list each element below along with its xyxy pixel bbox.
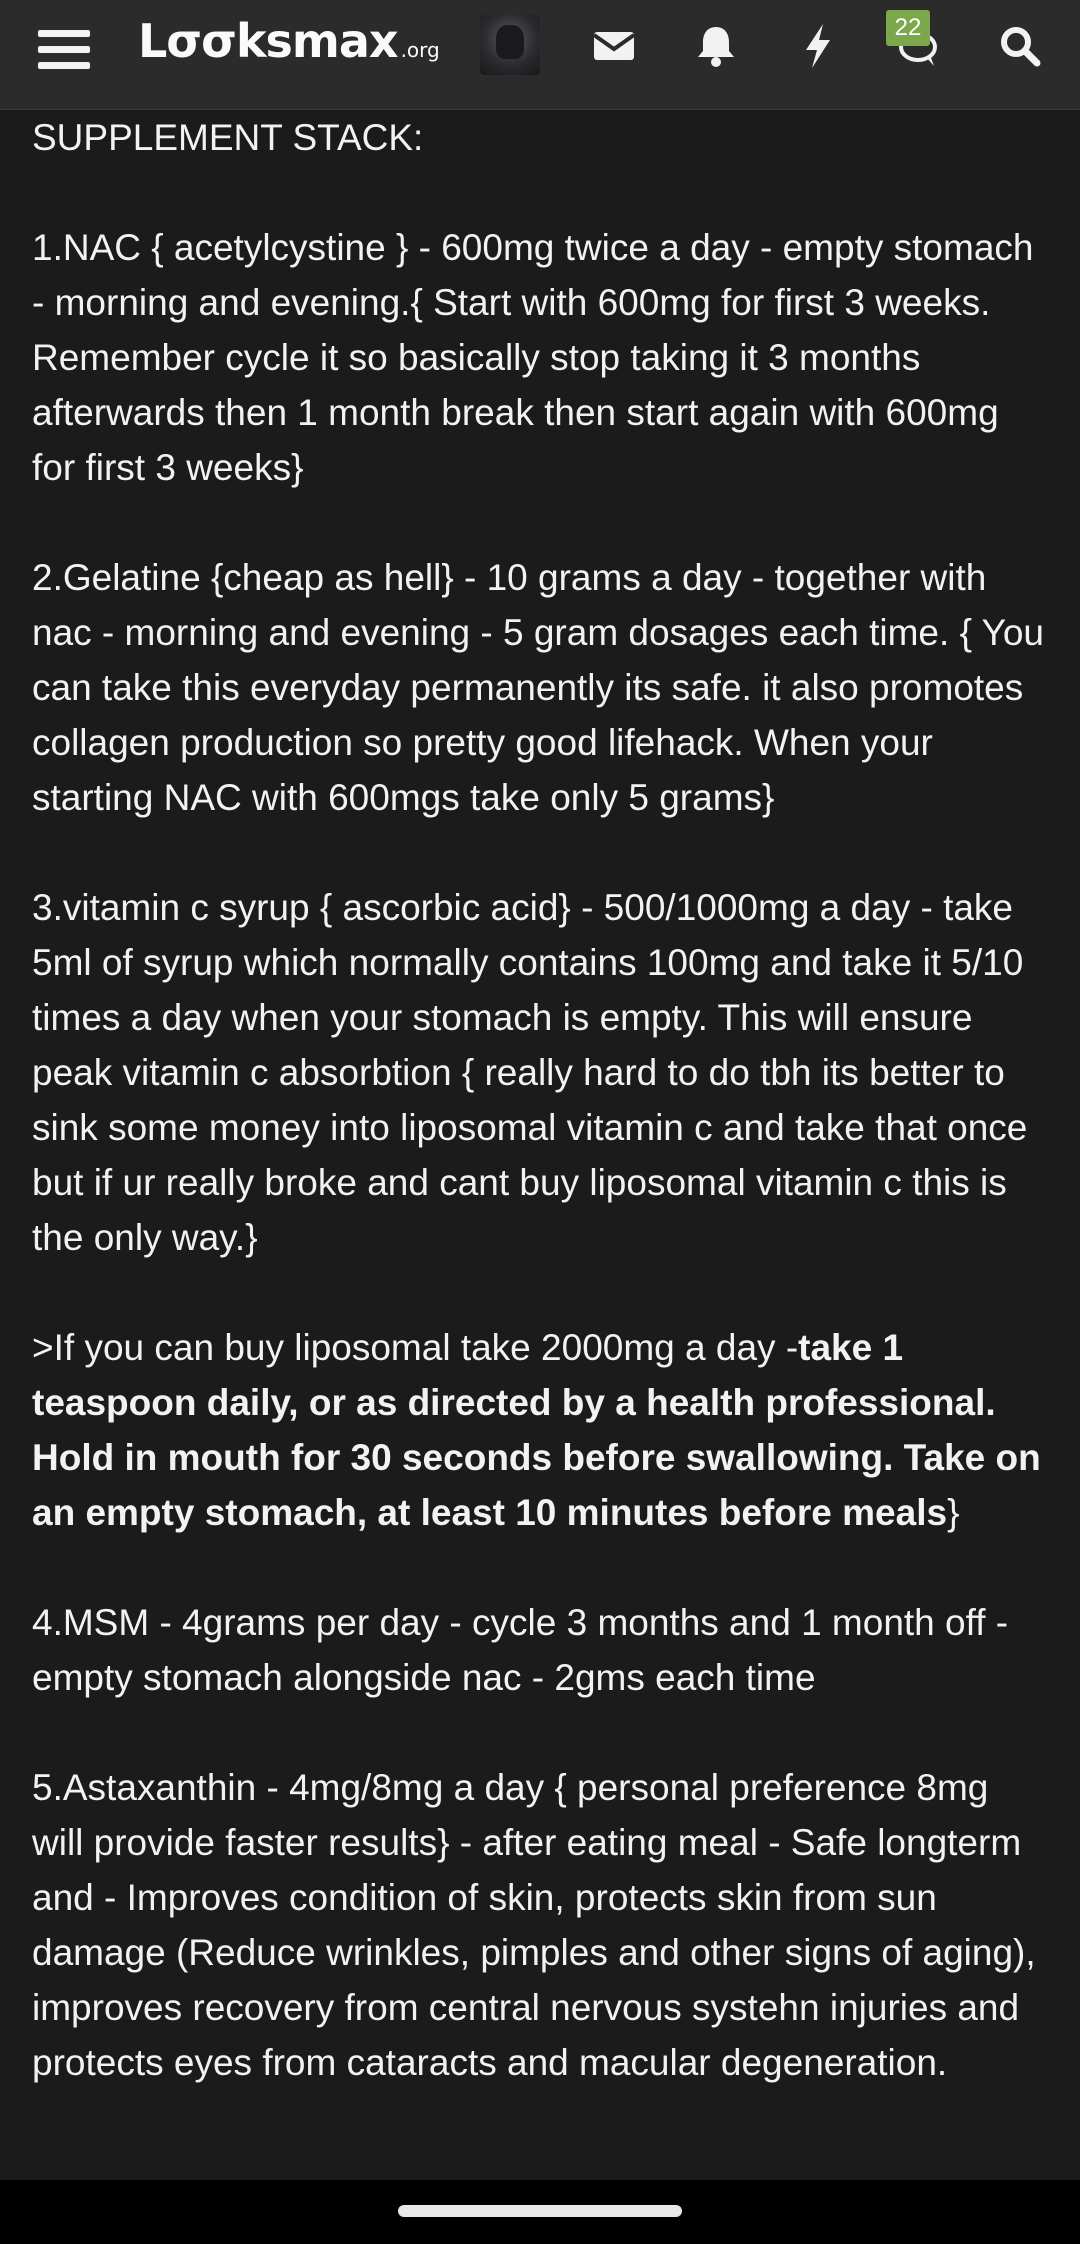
lightning-icon[interactable]: [790, 18, 846, 74]
liposomal-suffix: }: [947, 1492, 960, 1533]
list-item: 5.Astaxanthin - 4mg/8mg a day { personal preference 8mg will provide faster results} - after eating meal - Safe longterm and - Improves condition of skin, protects skin from sun damage (Reduce wrinkles, pimples and other signs of aging), improves recovery from central nervous systehn injuries and protects eyes from cataracts and macular degeneration.: [32, 1767, 1036, 2083]
site-logo[interactable]: [138, 14, 440, 68]
list-item: 2.Gelatine {cheap as hell} - 10 grams a day - together with nac - morning and evening - 5 gram dosages each time. { You can take this everyday permanently its safe. it also promotes collagen production so pretty good lifehack. When your starting NAC with 600mgs take only 5 grams}: [32, 557, 1044, 818]
list-item: [32, 1320, 1050, 1540]
search-icon[interactable]: [992, 18, 1048, 74]
home-indicator[interactable]: [398, 2205, 682, 2217]
list-item: 3.vitamin c syrup { ascorbic acid} - 500/1000mg a day - take 5ml of syrup which normally contains 100mg and take it 5/10 times a day when your stomach is empty. This will ensure peak vitamin c absorbtion { really hard to do tbh its better to sink some money into liposomal vitamin c and take that once but if ur really broke and cant buy liposomal vitamin c this is the only way.}: [32, 887, 1028, 1258]
logo-text: Lσσksmax: [138, 14, 398, 68]
top-navigation-bar: [0, 0, 1080, 110]
list-item: 4.MSM - 4grams per day - cycle 3 months and 1 month off - empty stomach alongside nac - 2gms each time: [32, 1602, 1009, 1698]
envelope-icon[interactable]: [586, 18, 642, 74]
liposomal-prefix: >If you can buy liposomal take 2000mg a day -: [32, 1327, 799, 1368]
logo-tld: .org: [400, 38, 440, 62]
post-content: [0, 110, 1080, 2180]
user-avatar[interactable]: [480, 15, 540, 75]
list-item: 1.NAC { acetylcystine } - 600mg twice a day - empty stomach - morning and evening.{ Start with 600mg for first 3 weeks. Remember cycle it so basically stop taking it 3 months afterwards then 1 month break then start again with 600mg for first 3 weeks}: [32, 227, 1034, 488]
notification-badge[interactable]: 22: [886, 10, 930, 46]
post-body: [32, 110, 1050, 2090]
bell-icon[interactable]: [688, 18, 744, 74]
liposomal-bold-text: take 1 teaspoon daily, or as directed by a health professional. Hold in mouth for 30 seconds before swallowing. Take on an empty stomach, at least 10 minutes before meals: [32, 1327, 1041, 1533]
post-heading: SUPPLEMENT STACK:: [32, 117, 424, 158]
menu-icon[interactable]: [38, 18, 100, 80]
system-navigation-bar: [0, 2180, 1080, 2244]
